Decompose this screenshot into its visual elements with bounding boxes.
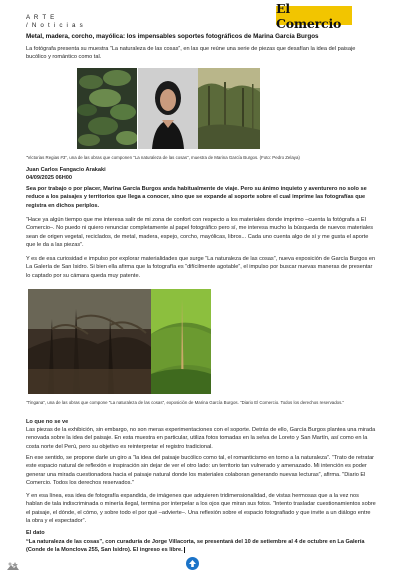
photo-tingana-green bbox=[151, 289, 211, 394]
photo-portrait-marina bbox=[138, 68, 198, 149]
article-date: 04/09/2025 06H00 bbox=[26, 175, 73, 181]
scroll-up-button[interactable] bbox=[186, 557, 199, 570]
section-label[interactable] bbox=[26, 14, 84, 30]
paragraph-1: “Hace ya algún tiempo que me interesa salir de mi zona de confort con respecto a los materiales donde imprimo –cuenta la fotógrafa a El Comercio–. No puedo ni quiero renunciar completamente al papel fotográfico pero sí, me interesa mucho la búsqueda de nuevos materiales sean de origen vegetal, reciclados, de metal, madera, espejo, corcho, mayólicas, libros... Cada uno cuenta algo de sí y me gusta el aporte que le da a las piezas”. bbox=[26, 217, 374, 248]
dato-title: El dato bbox=[26, 530, 45, 536]
scroll-up-icon bbox=[188, 559, 197, 568]
author-name[interactable]: Juan Carlos Fangacio Arakaki bbox=[26, 167, 106, 173]
article-lead: Sea por trabajo o por placer, Marina García Burgos anda habitualmente de viaje. Pero su ánimo inquieto y aventurero no solo se reduce a los paisajes y territorios que llega a conocer, sino que se expande al soporte sobre el cual imprime las fotografías que registra en dichos periplos. bbox=[26, 186, 367, 209]
image-flower-icon[interactable] bbox=[6, 558, 20, 568]
dato-text-content: “La naturaleza de las cosas”, con curaduría de Jorge Villacorta, se presentará del 10 de setiembre al 4 de octubre en La Galería (Conde de la Monclova 255, San Isidro). El ingreso es libre. bbox=[26, 539, 365, 554]
article-intro: La fotógrafa presenta su muestra “La naturaleza de las cosas”, en las que reúne una serie de piezas que desafían la idea del paisaje bucólico y romántico como tal. bbox=[26, 46, 356, 61]
dato-text bbox=[26, 538, 376, 555]
logo-text: El Comercio bbox=[276, 0, 342, 31]
paragraph-3: Las piezas de la exhibición, sin embargo, no son meras experimentaciones con el soporte. Detrás de ello, García Burgos plantea una mirada renovada sobre la idea del paisaje. En esta muestra en particular, utiliza fotos tomadas en la selva de Loreto y San Martín, así como en la costa norte del Perú, pero su objetivo es reinterpretar el registro tradicional. bbox=[26, 427, 376, 450]
paragraph-5: Y en esa línea, esa idea de fotografía expandida, de imágenes que adquieren tridimensionalidad, de vistas hermosas que a la vez nos hablan de tala indiscriminada o minería ilegal, termina por interpelar a los ojos que miran sus fotos. “Intento trasladar cuestionamientos sobre el paisaje, el dónde, el cómo, y sobre todo el por qué –advierte–. Una reflexión sobre el espacio fotografiado y que invite a un diálogo entre la obra y el espectador”. bbox=[26, 493, 376, 524]
caption-photo-2: "Tingana", una de las obras que compone "La naturaleza de las cosas", exposición de Marina García Burgos. "Diario El Comercio. Todos los derechos reservados." bbox=[26, 400, 345, 405]
caption-photo-1: "Victorias Regias #3", una de las obras que componen "La naturaleza de las cosas", muestra de Marina García Burgos. (Foto: Pedro Zelaya) bbox=[26, 155, 300, 160]
photo-victorias-regias bbox=[77, 68, 137, 149]
paragraph-2: Y es de esa curiosidad e impulso por explorar materialidades que surge “La naturaleza de las cosas”, nueva exposición de García Burgos en La Galería de San Isidro. Si bien ella afirma que la fotografía es “difícilmente agotable”, el impulso por buscar nuevas maneras de presentar lo captado por su cámara queda muy patente. bbox=[26, 256, 376, 279]
section-noticias[interactable]: / N o t i c i a s bbox=[26, 22, 84, 29]
el-comercio-logo[interactable] bbox=[276, 0, 352, 31]
photo-tingana-dark bbox=[28, 289, 151, 394]
photo-jungle bbox=[198, 68, 260, 149]
article-headline: Metal, madera, corcho, mayólica: los impensables soportes fotográficos de Marina García Burgos bbox=[26, 33, 319, 40]
text-cursor bbox=[184, 547, 185, 553]
paragraph-4: En ese sentido, se propone darle un giro a “la idea del paisaje bucólico como tal, el romanticismo en torno a la naturaleza”. “Trato de retratar este espacio natural de reflexión e inspiración sin dejar de ver el otro lado: un territorio tan vulnerado y amenazado. Mi intención es poder generar una mirada cuestionadora hacia el paisaje natural donde los materiales colaboran generando nuevas lecturas”, afirma. "Diario El Comercio. Todos los derechos reservados." bbox=[26, 455, 375, 486]
section-arte[interactable]: A R T E bbox=[26, 14, 56, 21]
subhead-lo-que-no-se-ve: Lo que no se ve bbox=[26, 419, 69, 425]
